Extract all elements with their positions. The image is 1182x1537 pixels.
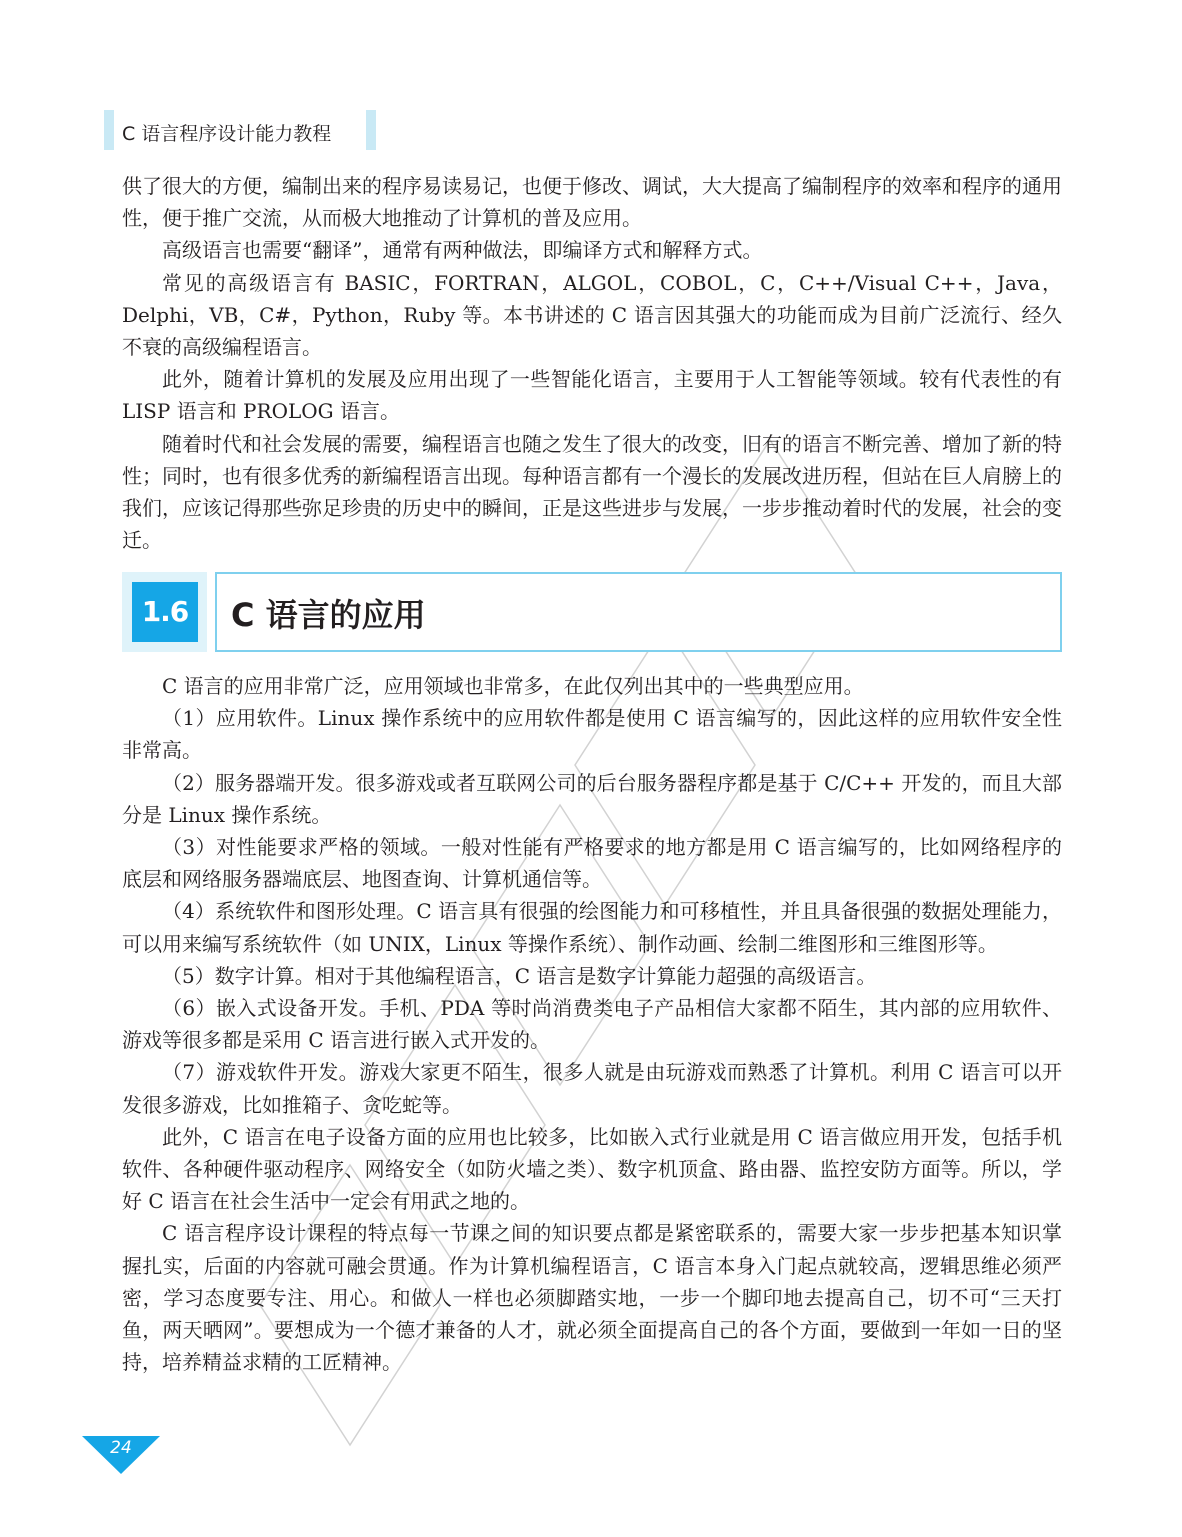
list-item: （1）应用软件。Linux 操作系统中的应用软件都是使用 C 语言编写的，因此这样的应用软件安全性非常高。 [122,706,1062,763]
header-bar-right [366,110,376,150]
paragraph: 此外，随着计算机的发展及应用出现了一些智能化语言，主要用于人工智能等领域。较有代表性的有 LISP 语言和 PROLOG 语言。 [122,367,1062,424]
paragraph: 随着时代和社会发展的需要，编程语言也随之发生了很大的改变，旧有的语言不断完善、增加了新的特性；同时，也有很多优秀的新编程语言出现。每种语言都有一个漫长的发展改进历程，但站在巨人肩膀上的我们，应该记得那些弥足珍贵的历史中的瞬间，正是这些进步与发展，一步步推动着时代的发展，社会的变迁。 [122,431,1062,553]
section-title: C 语言的应用 [231,596,426,634]
paragraph: 供了很大的方便，编制出来的程序易读易记，也便于修改、调试，大大提高了编制程序的效率和程序的通用性，便于推广交流，从而极大地推动了计算机的普及应用。 [122,174,1062,231]
section-body [122,670,1062,1378]
list-item: （3）对性能要求严格的领域。一般对性能有严格要求的地方都是用 C 语言编写的，比如网络程序的底层和网络服务器端底层、地图查询、计算机通信等。 [122,835,1062,892]
paragraph: C 语言的应用非常广泛，应用领域也非常多，在此仅列出其中的一些典型应用。 [162,674,864,698]
list-item: （4）系统软件和图形处理。C 语言具有很强的绘图能力和可移植性，并且具备很强的数据处理能力，可以用来编写系统软件（如 UNIX，Linux 等操作系统）、制作动画、绘制二维图形和三维图形等。 [122,899,1062,956]
intro-text [122,170,1062,556]
list-item: （7）游戏软件开发。游戏大家更不陌生，很多人就是由玩游戏而熟悉了计算机。利用 C 语言可以开发很多游戏，比如推箱子、贪吃蛇等。 [122,1060,1062,1117]
section-number: 1.6 [132,582,198,642]
paragraph: C 语言程序设计课程的特点每一节课之间的知识要点都是紧密联系的，需要大家一步步把基本知识掌握扎实，后面的内容就可融会贯通。作为计算机编程语言，C 语言本身入门起点就较高，逻辑思维必须严密，学习态度要专注、用心。和做人一样也必须脚踏实地，一步一个脚印地去提高自己，切不可“三天打鱼，两天晒网”。要想成为一个德才兼备的人才，就必须全面提高自己的各个方面，要做到一年如一日的坚持，培养精益求精的工匠精神。 [122,1221,1062,1375]
paragraph: 常见的高级语言有 BASIC，FORTRAN，ALGOL，COBOL，C，C++/Visual C++，Java，Delphi，VB，C#，Python，Ruby 等。本书讲述的 C 语言因其强大的功能而成为目前广泛流行、经久不衰的高级编程语言。 [122,270,1062,360]
list-item: （6）嵌入式设备开发。手机、PDA 等时尚消费类电子产品相信大家都不陌生，其内部的应用软件、游戏等很多都是采用 C 语言进行嵌入式开发的。 [122,996,1062,1053]
running-header [104,110,376,150]
page-number: 24 [110,1438,132,1458]
header-bar-left [104,110,114,150]
list-item: （2）服务器端开发。很多游戏或者互联网公司的后台服务器程序都是基于 C/C++ 开发的，而且大部分是 Linux 操作系统。 [122,770,1062,827]
section-number-box [122,572,207,652]
book-title: C 语言程序设计能力教程 [122,123,332,145]
paragraph: 此外，C 语言在电子设备方面的应用也比较多，比如嵌入式行业就是用 C 语言做应用开发，包括手机软件、各种硬件驱动程序、网络安全（如防火墙之类）、数字机顶盒、路由器、监控安防方面等。所以，学好 C 语言在社会生活中一定会有用武之地的。 [122,1124,1062,1214]
paragraph: 高级语言也需要“翻译”，通常有两种做法，即编译方式和解释方式。 [162,238,763,263]
page-number-badge [82,1436,160,1476]
section-title-box [215,572,1062,652]
list-item: （5）数字计算。相对于其他编程语言，C 语言是数字计算能力超强的高级语言。 [162,963,877,988]
section-heading [122,572,1062,652]
